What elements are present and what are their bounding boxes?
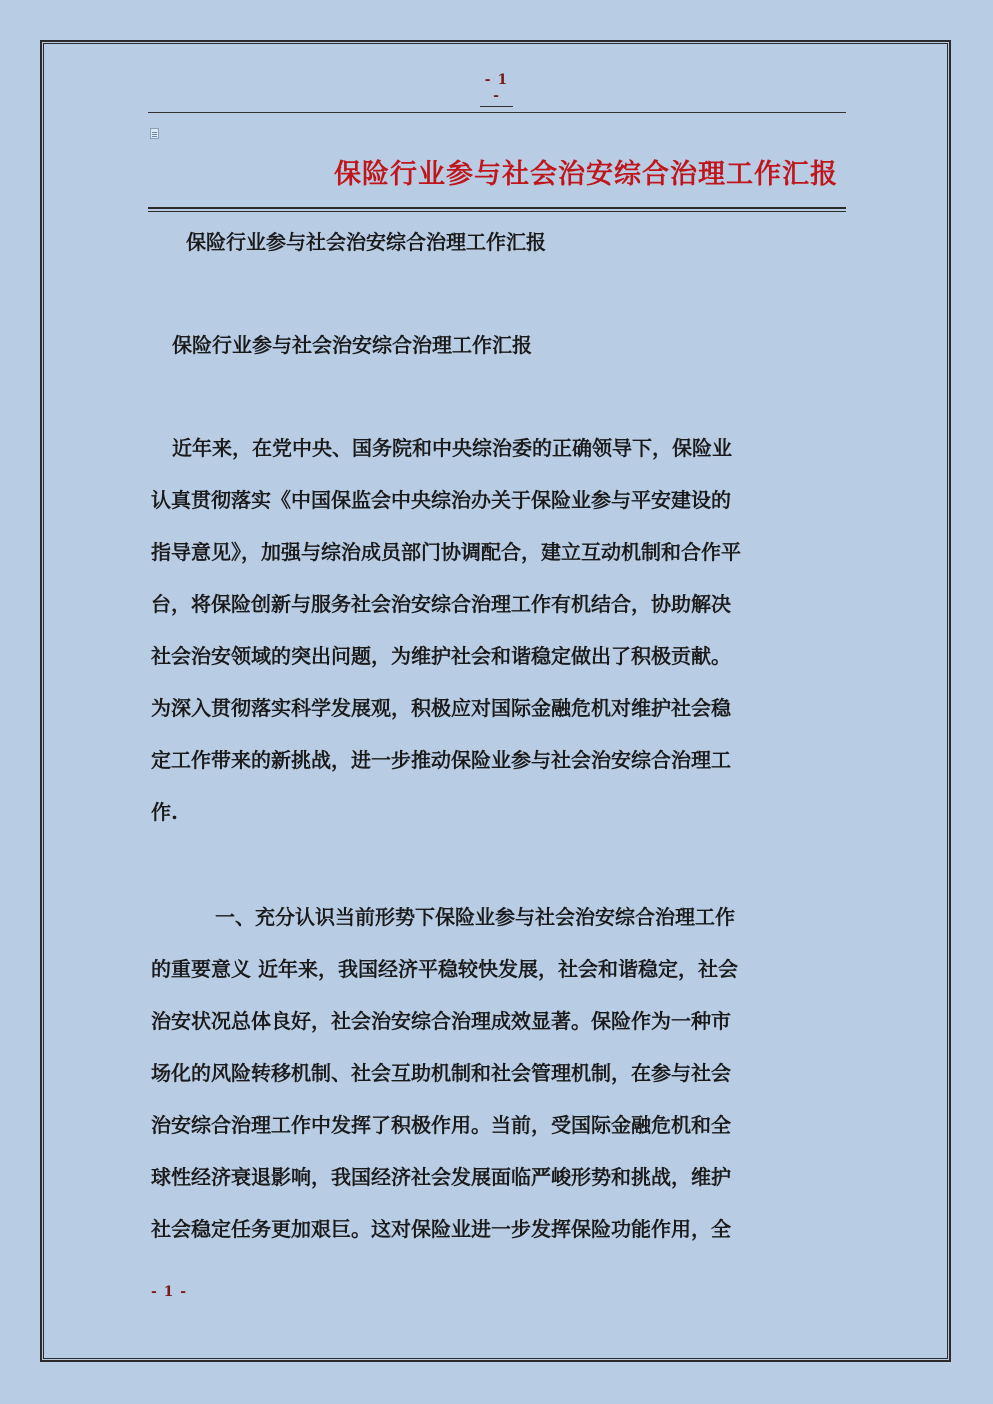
paragraph-1-line: 作.: [151, 800, 178, 824]
paragraph-2-line: 场化的风险转移机制、社会互助机制和社会管理机制，在参与社会: [151, 1061, 731, 1085]
paragraph-1-line: 台，将保险创新与服务社会治安综合治理工作有机结合，协助解决: [151, 592, 731, 616]
paragraph-1-line: 为深入贯彻落实科学发展观，积极应对国际金融危机对维护社会稳: [151, 696, 731, 720]
title-rule-thick: [148, 207, 846, 209]
paragraph-1-line: 社会治安领域的突出问题，为维护社会和谐稳定做出了积极贡献。: [151, 644, 731, 668]
document-subtitle-1: 保险行业参与社会治安综合治理工作汇报: [186, 230, 546, 254]
footer-page-number: - 1 -: [151, 1284, 188, 1300]
header-page-number: - 1 -: [480, 72, 513, 107]
document-icon: [150, 128, 159, 139]
paragraph-1-line: 认真贯彻落实《中国保监会中央综治办关于保险业参与平安建设的: [151, 488, 731, 512]
header-rule: [148, 112, 846, 113]
paragraph-1-line: 近年来，在党中央、国务院和中央综治委的正确领导下，保险业: [172, 436, 732, 460]
paragraph-2-line: 治安综合治理工作中发挥了积极作用。当前，受国际金融危机和全: [151, 1113, 731, 1137]
title-rule-thin: [148, 211, 846, 212]
paragraph-2-line: 社会稳定任务更加艰巨。这对保险业进一步发挥保险功能作用，全: [151, 1217, 731, 1241]
document-subtitle-2: 保险行业参与社会治安综合治理工作汇报: [172, 333, 532, 357]
paragraph-2-line: 的重要意义 近年来，我国经济平稳较快发展，社会和谐稳定，社会: [151, 957, 738, 981]
paragraph-2-line: 一、充分认识当前形势下保险业参与社会治安综合治理工作: [215, 905, 735, 929]
paragraph-2-line: 球性经济衰退影响，我国经济社会发展面临严峻形势和挑战，维护: [151, 1165, 731, 1189]
paragraph-1-line: 指导意见》，加强与综治成员部门协调配合，建立互动机制和合作平: [151, 540, 741, 564]
paragraph-1-line: 定工作带来的新挑战，进一步推动保险业参与社会治安综合治理工: [151, 748, 731, 772]
paragraph-2-line: 治安状况总体良好，社会治安综合治理成效显著。保险作为一种市: [151, 1009, 731, 1033]
document-title: 保险行业参与社会治安综合治理工作汇报: [334, 159, 838, 190]
